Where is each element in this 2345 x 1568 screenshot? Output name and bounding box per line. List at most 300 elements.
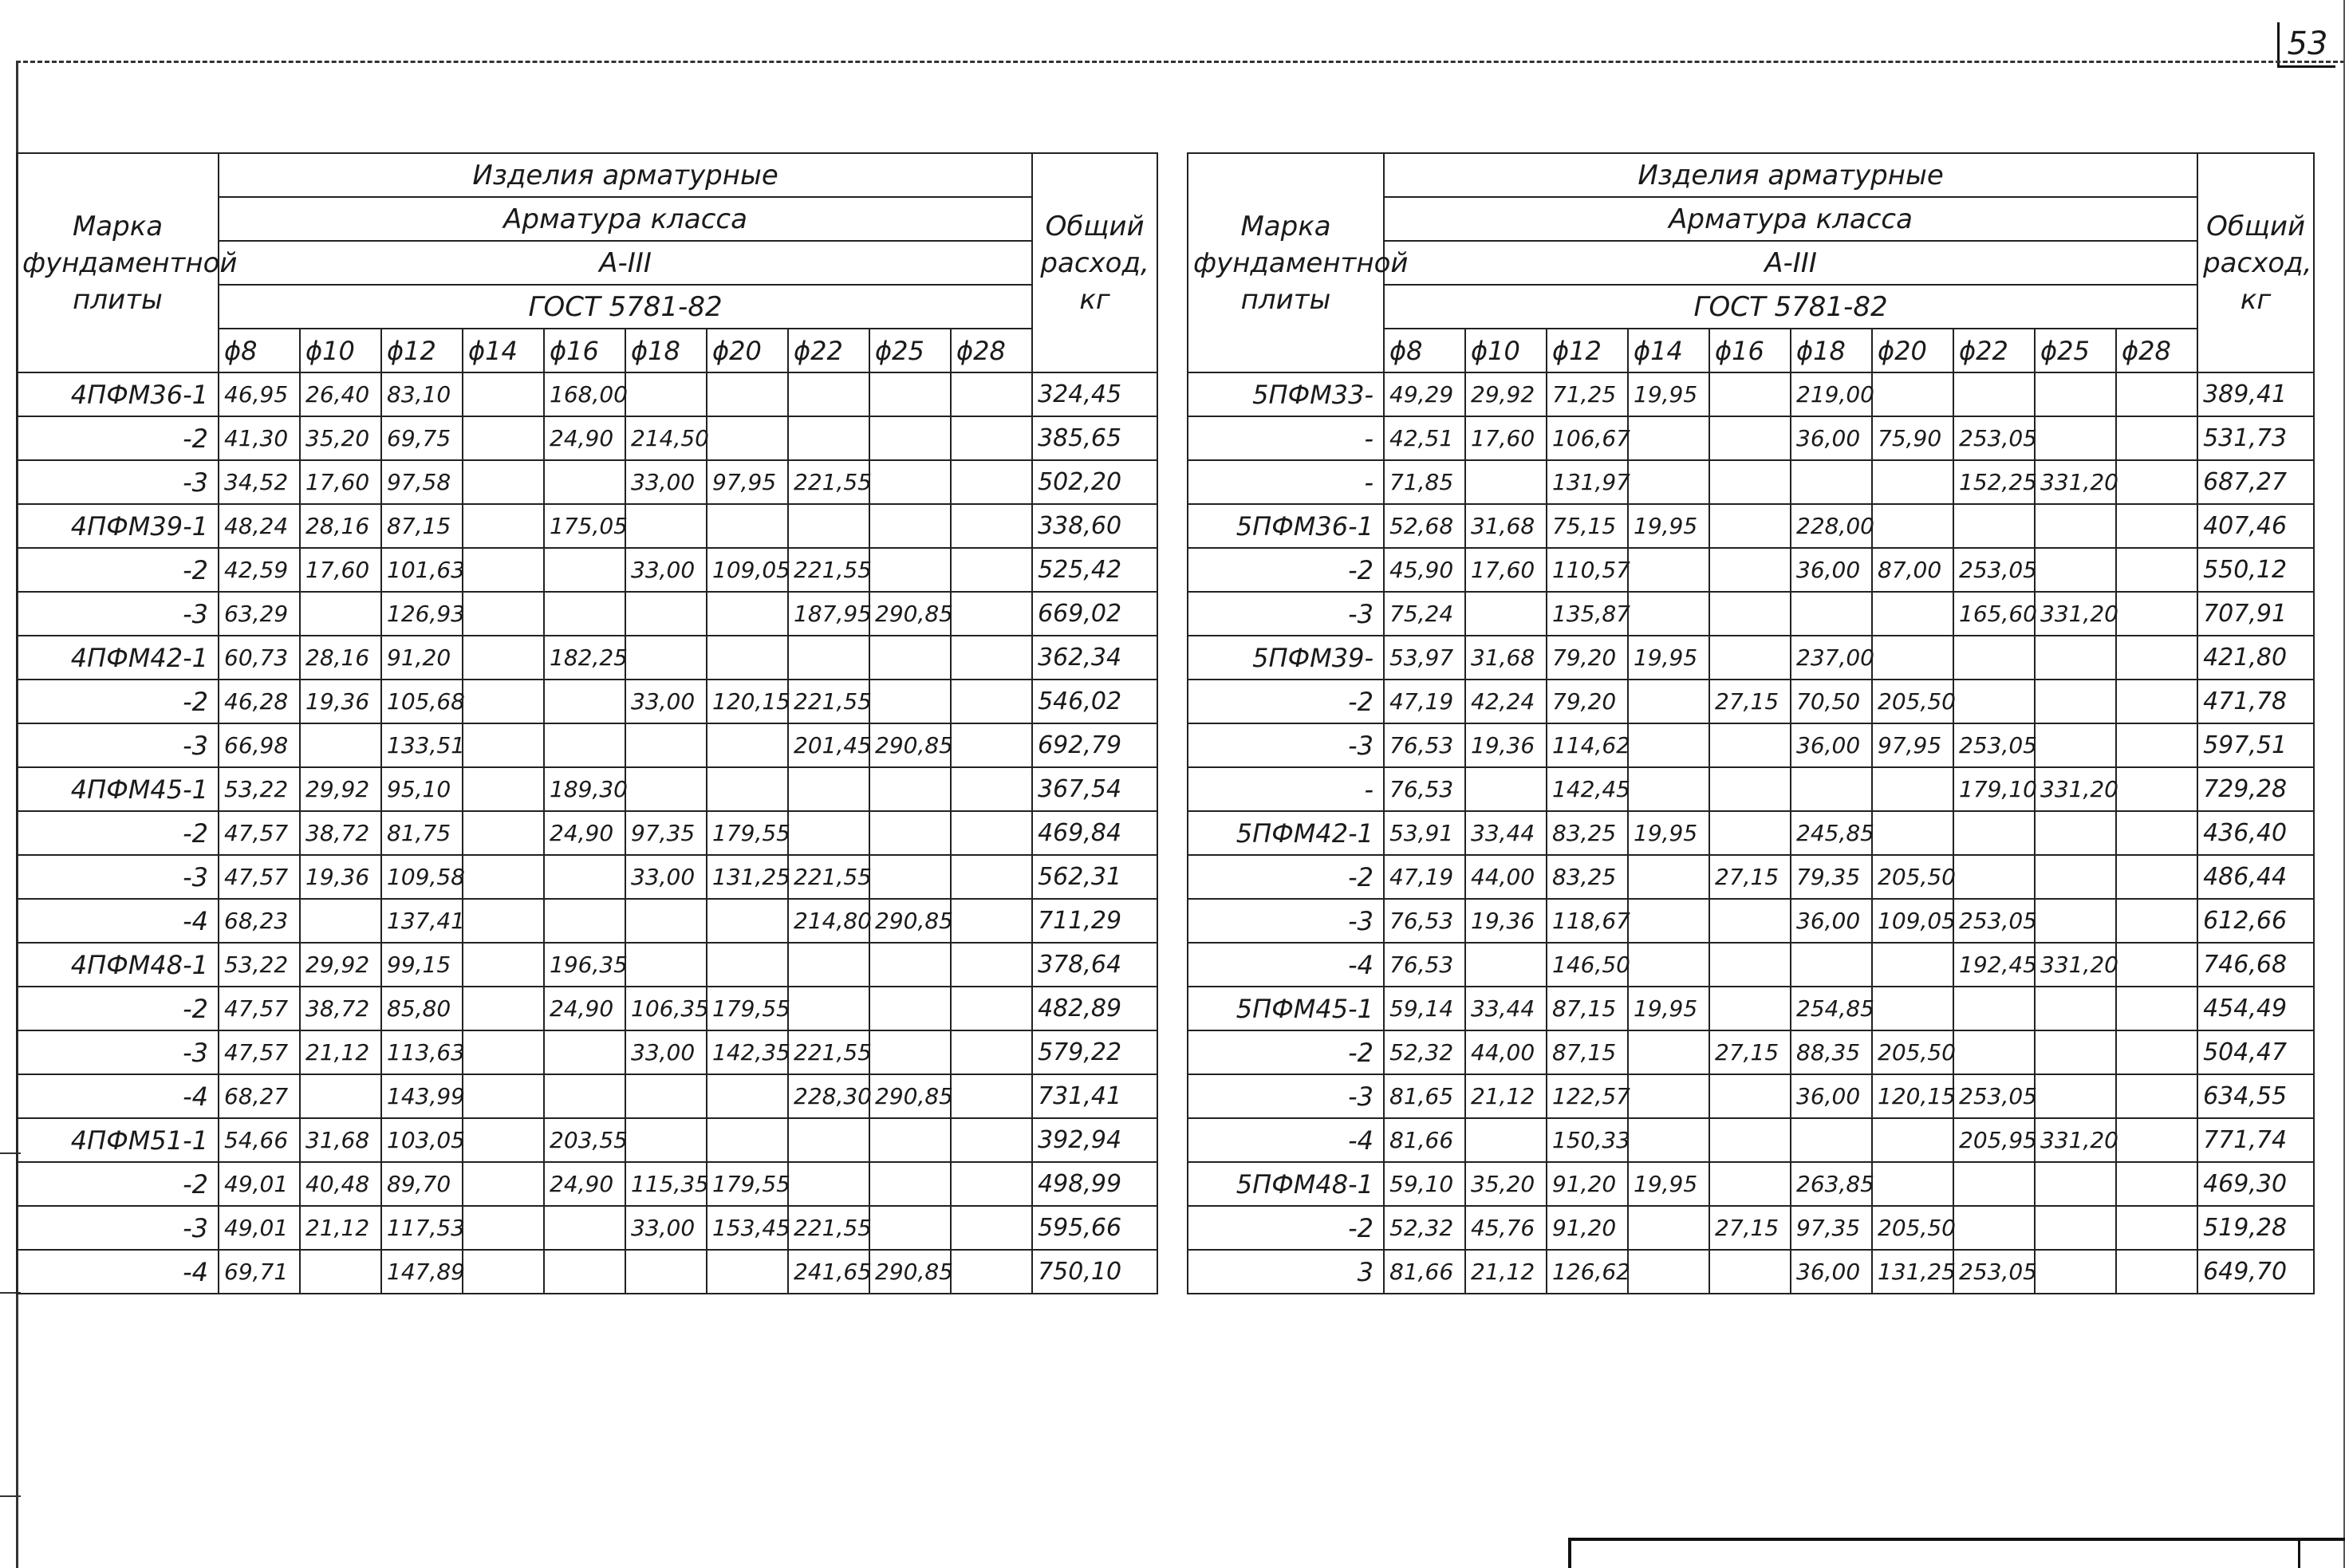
value-cell bbox=[951, 1030, 1032, 1074]
value-cell bbox=[1628, 1030, 1709, 1074]
value-cell: 17,60 bbox=[1465, 416, 1547, 460]
value-cell: 214,80 bbox=[788, 899, 869, 943]
value-cell bbox=[2035, 548, 2116, 592]
total-cell: 687,27 bbox=[2197, 460, 2314, 504]
value-cell bbox=[1628, 1118, 1709, 1162]
value-cell: 47,57 bbox=[219, 811, 300, 855]
value-cell bbox=[544, 855, 625, 899]
value-cell bbox=[1872, 1118, 1953, 1162]
value-cell: 221,55 bbox=[788, 1030, 869, 1074]
value-cell bbox=[1709, 460, 1791, 504]
value-cell: 120,15 bbox=[707, 680, 788, 723]
header-diameter: ϕ10 bbox=[1465, 329, 1547, 372]
value-cell: 95,10 bbox=[381, 767, 463, 811]
value-cell bbox=[951, 504, 1032, 548]
value-cell bbox=[544, 1074, 625, 1118]
value-cell: 19,36 bbox=[300, 680, 381, 723]
value-cell bbox=[951, 899, 1032, 943]
value-cell: 52,32 bbox=[1384, 1206, 1465, 1250]
value-cell bbox=[1465, 592, 1547, 636]
value-cell: 79,20 bbox=[1547, 636, 1628, 680]
value-cell bbox=[2116, 1074, 2197, 1118]
value-cell: 331,20 bbox=[2035, 1118, 2116, 1162]
value-cell: 47,19 bbox=[1384, 855, 1465, 899]
table-row bbox=[1188, 855, 2314, 899]
value-cell: 88,35 bbox=[1791, 1030, 1872, 1074]
plate-mark-cell: -3 bbox=[1188, 723, 1384, 767]
table-row bbox=[1188, 1162, 2314, 1206]
value-cell: 87,15 bbox=[1547, 987, 1628, 1030]
value-cell: 27,15 bbox=[1709, 680, 1791, 723]
header-armatura: Арматура класса bbox=[219, 197, 1032, 241]
value-cell bbox=[951, 680, 1032, 723]
value-cell: 97,35 bbox=[1791, 1206, 1872, 1250]
table-row bbox=[1188, 1206, 2314, 1250]
value-cell: 205,50 bbox=[1872, 855, 1953, 899]
value-cell bbox=[707, 1118, 788, 1162]
value-cell: 290,85 bbox=[869, 1250, 951, 1294]
value-cell bbox=[1628, 680, 1709, 723]
value-cell: 76,53 bbox=[1384, 767, 1465, 811]
value-cell: 83,25 bbox=[1547, 811, 1628, 855]
value-cell: 36,00 bbox=[1791, 899, 1872, 943]
value-cell bbox=[463, 548, 544, 592]
value-cell bbox=[788, 1118, 869, 1162]
table-row bbox=[17, 372, 1157, 416]
value-cell: 331,20 bbox=[2035, 460, 2116, 504]
value-cell bbox=[300, 592, 381, 636]
value-cell: 147,89 bbox=[381, 1250, 463, 1294]
value-cell: 109,58 bbox=[381, 855, 463, 899]
value-cell: 49,01 bbox=[219, 1162, 300, 1206]
value-cell: 89,70 bbox=[381, 1162, 463, 1206]
value-cell bbox=[869, 504, 951, 548]
value-cell: 63,29 bbox=[219, 592, 300, 636]
value-cell: 114,62 bbox=[1547, 723, 1628, 767]
value-cell: 17,60 bbox=[300, 460, 381, 504]
value-cell bbox=[707, 416, 788, 460]
value-cell: 79,35 bbox=[1791, 855, 1872, 899]
value-cell: 28,16 bbox=[300, 636, 381, 680]
value-cell bbox=[2035, 680, 2116, 723]
value-cell bbox=[463, 592, 544, 636]
value-cell bbox=[463, 855, 544, 899]
plate-mark-cell: -3 bbox=[17, 855, 219, 899]
value-cell bbox=[2035, 416, 2116, 460]
value-cell: 85,80 bbox=[381, 987, 463, 1030]
value-cell: 17,60 bbox=[1465, 548, 1547, 592]
header-marka: Марка фундаментной плиты bbox=[1188, 153, 1384, 372]
header-total: Общий расход, кг bbox=[2197, 153, 2314, 372]
header-diameter: ϕ18 bbox=[625, 329, 707, 372]
value-cell bbox=[544, 592, 625, 636]
table-row bbox=[1188, 636, 2314, 680]
value-cell bbox=[788, 1162, 869, 1206]
value-cell bbox=[2035, 372, 2116, 416]
total-cell: 550,12 bbox=[2197, 548, 2314, 592]
plate-mark-cell: -3 bbox=[17, 460, 219, 504]
value-cell bbox=[1709, 987, 1791, 1030]
value-cell: 115,35 bbox=[625, 1162, 707, 1206]
value-cell: 29,92 bbox=[300, 767, 381, 811]
value-cell: 245,85 bbox=[1791, 811, 1872, 855]
value-cell bbox=[625, 1118, 707, 1162]
value-cell bbox=[1628, 723, 1709, 767]
value-cell bbox=[544, 899, 625, 943]
value-cell: 24,90 bbox=[544, 811, 625, 855]
total-cell: 338,60 bbox=[1032, 504, 1157, 548]
table-row bbox=[17, 680, 1157, 723]
value-cell bbox=[1709, 723, 1791, 767]
table-row bbox=[1188, 987, 2314, 1030]
value-cell bbox=[951, 416, 1032, 460]
value-cell bbox=[951, 943, 1032, 987]
value-cell: 24,90 bbox=[544, 416, 625, 460]
table-header bbox=[1188, 153, 2314, 372]
value-cell: 54,66 bbox=[219, 1118, 300, 1162]
value-cell bbox=[1628, 943, 1709, 987]
header-diameter: ϕ20 bbox=[1872, 329, 1953, 372]
value-cell: 33,00 bbox=[625, 548, 707, 592]
value-cell bbox=[1709, 1074, 1791, 1118]
value-cell: 203,55 bbox=[544, 1118, 625, 1162]
total-cell: 669,02 bbox=[1032, 592, 1157, 636]
table-row bbox=[1188, 723, 2314, 767]
value-cell: 71,25 bbox=[1547, 372, 1628, 416]
value-cell: 76,53 bbox=[1384, 943, 1465, 987]
table-row bbox=[1188, 1118, 2314, 1162]
value-cell bbox=[1628, 855, 1709, 899]
value-cell: 24,90 bbox=[544, 987, 625, 1030]
value-cell bbox=[463, 811, 544, 855]
value-cell bbox=[1628, 1250, 1709, 1294]
value-cell bbox=[463, 460, 544, 504]
value-cell: 221,55 bbox=[788, 460, 869, 504]
value-cell: 44,00 bbox=[1465, 1030, 1547, 1074]
value-cell bbox=[1465, 1118, 1547, 1162]
value-cell: 47,19 bbox=[1384, 680, 1465, 723]
value-cell: 81,66 bbox=[1384, 1250, 1465, 1294]
total-cell: 692,79 bbox=[1032, 723, 1157, 767]
value-cell bbox=[869, 548, 951, 592]
table-row bbox=[1188, 1030, 2314, 1074]
table-row bbox=[1188, 460, 2314, 504]
value-cell bbox=[2035, 1250, 2116, 1294]
value-cell: 76,53 bbox=[1384, 899, 1465, 943]
table-row bbox=[17, 1250, 1157, 1294]
value-cell bbox=[625, 767, 707, 811]
value-cell bbox=[869, 416, 951, 460]
total-cell: 389,41 bbox=[2197, 372, 2314, 416]
value-cell: 21,12 bbox=[1465, 1250, 1547, 1294]
value-cell: 42,24 bbox=[1465, 680, 1547, 723]
value-cell: 97,95 bbox=[707, 460, 788, 504]
value-cell bbox=[2035, 855, 2116, 899]
value-cell: 118,67 bbox=[1547, 899, 1628, 943]
value-cell bbox=[463, 723, 544, 767]
value-cell: 142,45 bbox=[1547, 767, 1628, 811]
value-cell: 36,00 bbox=[1791, 1250, 1872, 1294]
table-row bbox=[17, 504, 1157, 548]
value-cell bbox=[951, 1118, 1032, 1162]
total-cell: 562,31 bbox=[1032, 855, 1157, 899]
plate-mark-cell: -4 bbox=[17, 1250, 219, 1294]
value-cell bbox=[1709, 811, 1791, 855]
value-cell: 41,30 bbox=[219, 416, 300, 460]
value-cell bbox=[2116, 504, 2197, 548]
value-cell: 103,05 bbox=[381, 1118, 463, 1162]
value-cell bbox=[869, 460, 951, 504]
value-cell: 19,95 bbox=[1628, 636, 1709, 680]
value-cell: 59,14 bbox=[1384, 987, 1465, 1030]
value-cell bbox=[463, 1118, 544, 1162]
table-row bbox=[17, 1030, 1157, 1074]
value-cell: 31,68 bbox=[1465, 636, 1547, 680]
value-cell: 165,60 bbox=[1953, 592, 2035, 636]
value-cell bbox=[1628, 416, 1709, 460]
table-row bbox=[17, 592, 1157, 636]
plate-mark-cell: -3 bbox=[1188, 592, 1384, 636]
value-cell: 33,44 bbox=[1465, 811, 1547, 855]
value-cell bbox=[1791, 592, 1872, 636]
value-cell: 19,36 bbox=[1465, 723, 1547, 767]
table-row bbox=[17, 1074, 1157, 1118]
value-cell bbox=[2035, 1162, 2116, 1206]
total-cell: 486,44 bbox=[2197, 855, 2314, 899]
value-cell: 253,05 bbox=[1953, 416, 2035, 460]
value-cell bbox=[544, 1250, 625, 1294]
value-cell bbox=[2116, 1162, 2197, 1206]
value-cell: 36,00 bbox=[1791, 1074, 1872, 1118]
value-cell: 17,60 bbox=[300, 548, 381, 592]
value-cell: 19,95 bbox=[1628, 372, 1709, 416]
value-cell bbox=[1628, 548, 1709, 592]
value-cell bbox=[707, 1250, 788, 1294]
value-cell: 75,24 bbox=[1384, 592, 1465, 636]
value-cell bbox=[463, 987, 544, 1030]
plate-mark-cell: 5ПФМ33- bbox=[1188, 372, 1384, 416]
value-cell bbox=[1709, 636, 1791, 680]
header-diameter: ϕ25 bbox=[869, 329, 951, 372]
value-cell bbox=[2116, 1250, 2197, 1294]
value-cell bbox=[1465, 943, 1547, 987]
value-cell: 126,62 bbox=[1547, 1250, 1628, 1294]
value-cell bbox=[1872, 767, 1953, 811]
value-cell bbox=[300, 1250, 381, 1294]
value-cell bbox=[707, 372, 788, 416]
plate-mark-cell: -4 bbox=[1188, 1118, 1384, 1162]
value-cell bbox=[463, 767, 544, 811]
value-cell bbox=[625, 372, 707, 416]
value-cell: 53,91 bbox=[1384, 811, 1465, 855]
total-cell: 771,74 bbox=[2197, 1118, 2314, 1162]
plate-mark-cell: -4 bbox=[17, 1074, 219, 1118]
value-cell bbox=[1953, 372, 2035, 416]
value-cell bbox=[1628, 460, 1709, 504]
page-number: 53 bbox=[2277, 22, 2335, 68]
value-cell: 254,85 bbox=[1791, 987, 1872, 1030]
plate-mark-cell: - bbox=[1188, 416, 1384, 460]
value-cell bbox=[2116, 899, 2197, 943]
header-diameter: ϕ14 bbox=[1628, 329, 1709, 372]
value-cell: 19,95 bbox=[1628, 1162, 1709, 1206]
value-cell bbox=[1872, 1162, 1953, 1206]
value-cell bbox=[869, 767, 951, 811]
value-cell: 66,98 bbox=[219, 723, 300, 767]
value-cell bbox=[869, 372, 951, 416]
plate-mark-cell: 4ПФМ51-1 bbox=[17, 1118, 219, 1162]
value-cell bbox=[463, 504, 544, 548]
value-cell bbox=[300, 1074, 381, 1118]
value-cell: 168,00 bbox=[544, 372, 625, 416]
value-cell: 91,20 bbox=[1547, 1162, 1628, 1206]
value-cell: 331,20 bbox=[2035, 592, 2116, 636]
value-cell bbox=[951, 767, 1032, 811]
plate-mark-cell: -4 bbox=[17, 899, 219, 943]
header-diameter: ϕ8 bbox=[1384, 329, 1465, 372]
total-cell: 324,45 bbox=[1032, 372, 1157, 416]
value-cell bbox=[1872, 987, 1953, 1030]
header-diameter: ϕ12 bbox=[1547, 329, 1628, 372]
value-cell: 27,15 bbox=[1709, 1206, 1791, 1250]
table-row bbox=[17, 548, 1157, 592]
total-cell: 385,65 bbox=[1032, 416, 1157, 460]
value-cell bbox=[788, 943, 869, 987]
value-cell: 46,28 bbox=[219, 680, 300, 723]
value-cell: 47,57 bbox=[219, 1030, 300, 1074]
value-cell bbox=[1791, 460, 1872, 504]
value-cell bbox=[1791, 943, 1872, 987]
value-cell bbox=[788, 416, 869, 460]
value-cell bbox=[951, 811, 1032, 855]
value-cell: 79,20 bbox=[1547, 680, 1628, 723]
plate-mark-cell: 4ПФМ39-1 bbox=[17, 504, 219, 548]
value-cell bbox=[1465, 767, 1547, 811]
value-cell bbox=[1709, 767, 1791, 811]
value-cell: 71,85 bbox=[1384, 460, 1465, 504]
plate-mark-cell: - bbox=[1188, 460, 1384, 504]
table-row bbox=[17, 460, 1157, 504]
value-cell: 36,00 bbox=[1791, 416, 1872, 460]
value-cell: 36,00 bbox=[1791, 723, 1872, 767]
value-cell bbox=[707, 899, 788, 943]
value-cell bbox=[463, 1030, 544, 1074]
value-cell: 189,30 bbox=[544, 767, 625, 811]
value-cell: 253,05 bbox=[1953, 548, 2035, 592]
value-cell: 60,73 bbox=[219, 636, 300, 680]
value-cell bbox=[1709, 943, 1791, 987]
value-cell bbox=[707, 504, 788, 548]
value-cell: 120,15 bbox=[1872, 1074, 1953, 1118]
table-row bbox=[1188, 504, 2314, 548]
value-cell bbox=[1791, 1118, 1872, 1162]
value-cell: 52,32 bbox=[1384, 1030, 1465, 1074]
plate-mark-cell: -2 bbox=[17, 987, 219, 1030]
value-cell bbox=[2116, 943, 2197, 987]
value-cell: 87,15 bbox=[381, 504, 463, 548]
total-cell: 595,66 bbox=[1032, 1206, 1157, 1250]
value-cell: 69,75 bbox=[381, 416, 463, 460]
value-cell: 253,05 bbox=[1953, 1250, 2035, 1294]
header-gost: ГОСТ 5781-82 bbox=[219, 285, 1032, 329]
total-cell: 378,64 bbox=[1032, 943, 1157, 987]
header-izdeliya: Изделия арматурные bbox=[219, 153, 1032, 197]
value-cell: 36,00 bbox=[1791, 548, 1872, 592]
table-row bbox=[1188, 680, 2314, 723]
plate-mark-cell: 4ПФМ36-1 bbox=[17, 372, 219, 416]
value-cell: 68,27 bbox=[219, 1074, 300, 1118]
value-cell bbox=[300, 723, 381, 767]
value-cell bbox=[1709, 592, 1791, 636]
value-cell bbox=[951, 636, 1032, 680]
value-cell bbox=[463, 680, 544, 723]
header-diameter: ϕ18 bbox=[1791, 329, 1872, 372]
value-cell: 221,55 bbox=[788, 680, 869, 723]
value-cell: 106,35 bbox=[625, 987, 707, 1030]
value-cell bbox=[1628, 592, 1709, 636]
total-cell: 597,51 bbox=[2197, 723, 2314, 767]
value-cell bbox=[951, 372, 1032, 416]
value-cell bbox=[869, 1162, 951, 1206]
value-cell: 19,36 bbox=[1465, 899, 1547, 943]
total-cell: 421,80 bbox=[2197, 636, 2314, 680]
value-cell: 21,12 bbox=[1465, 1074, 1547, 1118]
total-cell: 707,91 bbox=[2197, 592, 2314, 636]
reinforcement-table-right bbox=[1187, 152, 2315, 1294]
plate-mark-cell: - bbox=[1188, 767, 1384, 811]
value-cell bbox=[1872, 372, 1953, 416]
table-row bbox=[1188, 1074, 2314, 1118]
value-cell: 81,66 bbox=[1384, 1118, 1465, 1162]
table-row bbox=[17, 899, 1157, 943]
total-cell: 362,34 bbox=[1032, 636, 1157, 680]
value-cell bbox=[2035, 1030, 2116, 1074]
total-cell: 579,22 bbox=[1032, 1030, 1157, 1074]
value-cell bbox=[788, 372, 869, 416]
value-cell bbox=[707, 723, 788, 767]
plate-mark-cell: 5ПФМ48-1 bbox=[1188, 1162, 1384, 1206]
value-cell bbox=[869, 855, 951, 899]
value-cell bbox=[2116, 855, 2197, 899]
value-cell bbox=[625, 504, 707, 548]
stamp-cell bbox=[2298, 1541, 2345, 1568]
total-cell: 407,46 bbox=[2197, 504, 2314, 548]
table-row bbox=[1188, 811, 2314, 855]
value-cell: 75,90 bbox=[1872, 416, 1953, 460]
header-marka: Марка фундаментной плиты bbox=[17, 153, 219, 372]
value-cell bbox=[869, 636, 951, 680]
value-cell: 253,05 bbox=[1953, 899, 2035, 943]
value-cell bbox=[1872, 636, 1953, 680]
table-row bbox=[17, 855, 1157, 899]
total-cell: 546,02 bbox=[1032, 680, 1157, 723]
total-cell: 531,73 bbox=[2197, 416, 2314, 460]
header-diameter: ϕ22 bbox=[1953, 329, 2035, 372]
header-diameter: ϕ12 bbox=[381, 329, 463, 372]
value-cell: 205,95 bbox=[1953, 1118, 2035, 1162]
value-cell bbox=[1709, 548, 1791, 592]
value-cell bbox=[463, 943, 544, 987]
value-cell: 97,58 bbox=[381, 460, 463, 504]
value-cell bbox=[2035, 899, 2116, 943]
table-row bbox=[1188, 592, 2314, 636]
plate-mark-cell: 5ПФМ36-1 bbox=[1188, 504, 1384, 548]
value-cell: 31,68 bbox=[300, 1118, 381, 1162]
value-cell bbox=[951, 460, 1032, 504]
value-cell bbox=[1709, 1250, 1791, 1294]
value-cell bbox=[625, 1250, 707, 1294]
value-cell: 122,57 bbox=[1547, 1074, 1628, 1118]
